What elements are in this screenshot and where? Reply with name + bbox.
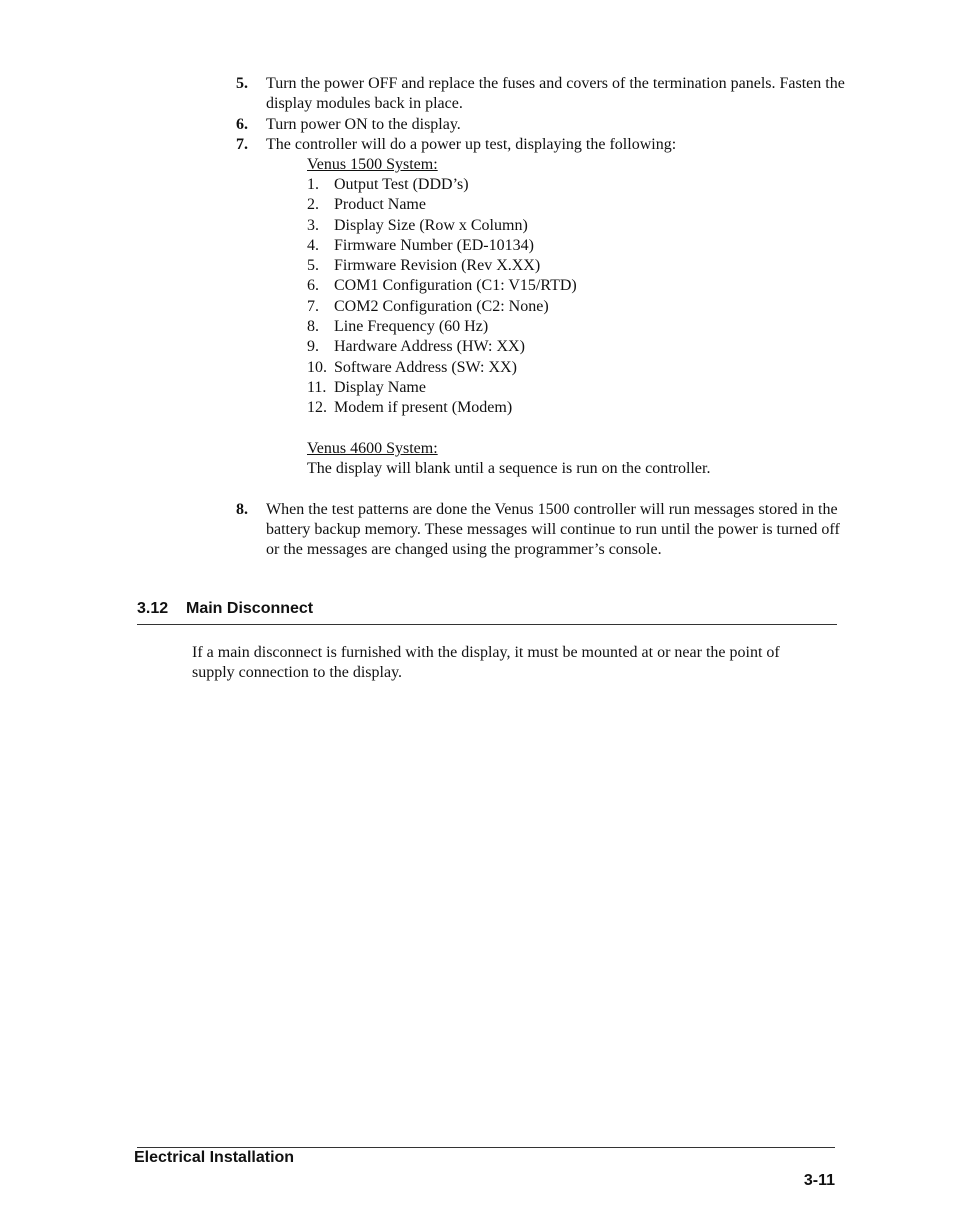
list-item: 1. Output Test (DDD’s): [307, 176, 469, 193]
step-5: [236, 74, 846, 114]
list-item: 6. COM1 Configuration (C1: V15/RTD): [307, 277, 577, 295]
step-8: [236, 500, 846, 560]
list-item: 5. Firmware Revision (Rev X.XX): [307, 257, 541, 275]
footer-chapter: Electrical Installation: [134, 1149, 295, 1166]
section-heading: [137, 600, 837, 625]
venus-1500-block: [307, 155, 827, 419]
step-6: [236, 115, 846, 135]
list-item: 8. Line Frequency (60 Hz): [307, 318, 489, 336]
step-text: The controller will do a power up test, displaying the following:: [266, 136, 677, 153]
section-body: If a main disconnect is furnished with the display, it must be mounted at or near the point of supply connection to the display.: [192, 644, 780, 681]
step-number: 8.: [236, 501, 248, 518]
list-item: 3. Display Size (Row x Column): [307, 216, 528, 234]
step-text: Turn power ON to the display.: [266, 116, 461, 133]
list-item: 12. Modem if present (Modem): [307, 399, 513, 417]
list-item: 10. Software Address (SW: XX): [307, 358, 517, 376]
list-item: 2. Product Name: [307, 196, 426, 214]
section-title: Main Disconnect: [186, 600, 314, 617]
list-item: 9. Hardware Address (HW: XX): [307, 338, 525, 356]
venus-1500-title: Venus 1500 System:: [307, 156, 438, 173]
section-number: 3.12: [137, 600, 169, 617]
step-text: When the test patterns are done the Venus 1500 controller will run messages stored in the battery backup memory. These messages will continue to run until the power is turned off or the messages are changed using the programmer’s console.: [266, 501, 840, 558]
step-number: 6.: [236, 116, 248, 133]
step-number: 5.: [236, 75, 248, 92]
list-item: 4. Firmware Number (ED-10134): [307, 236, 534, 254]
list-item: 11. Display Name: [307, 378, 426, 396]
venus-1500-list: [307, 175, 827, 419]
page-number: 3-11: [803, 1172, 835, 1189]
footer-divider: [137, 1147, 835, 1148]
step-text: Turn the power OFF and replace the fuses and covers of the termination panels. Fasten the display modules back in place.: [266, 75, 845, 112]
step-number: 7.: [236, 136, 248, 153]
venus-4600-title: Venus 4600 System:: [307, 440, 438, 457]
step-7: [236, 135, 846, 155]
venus-4600-block: [307, 439, 827, 479]
venus-4600-text: The display will blank until a sequence is run on the controller.: [307, 460, 711, 477]
list-item: 7. COM2 Configuration (C2: None): [307, 297, 549, 315]
